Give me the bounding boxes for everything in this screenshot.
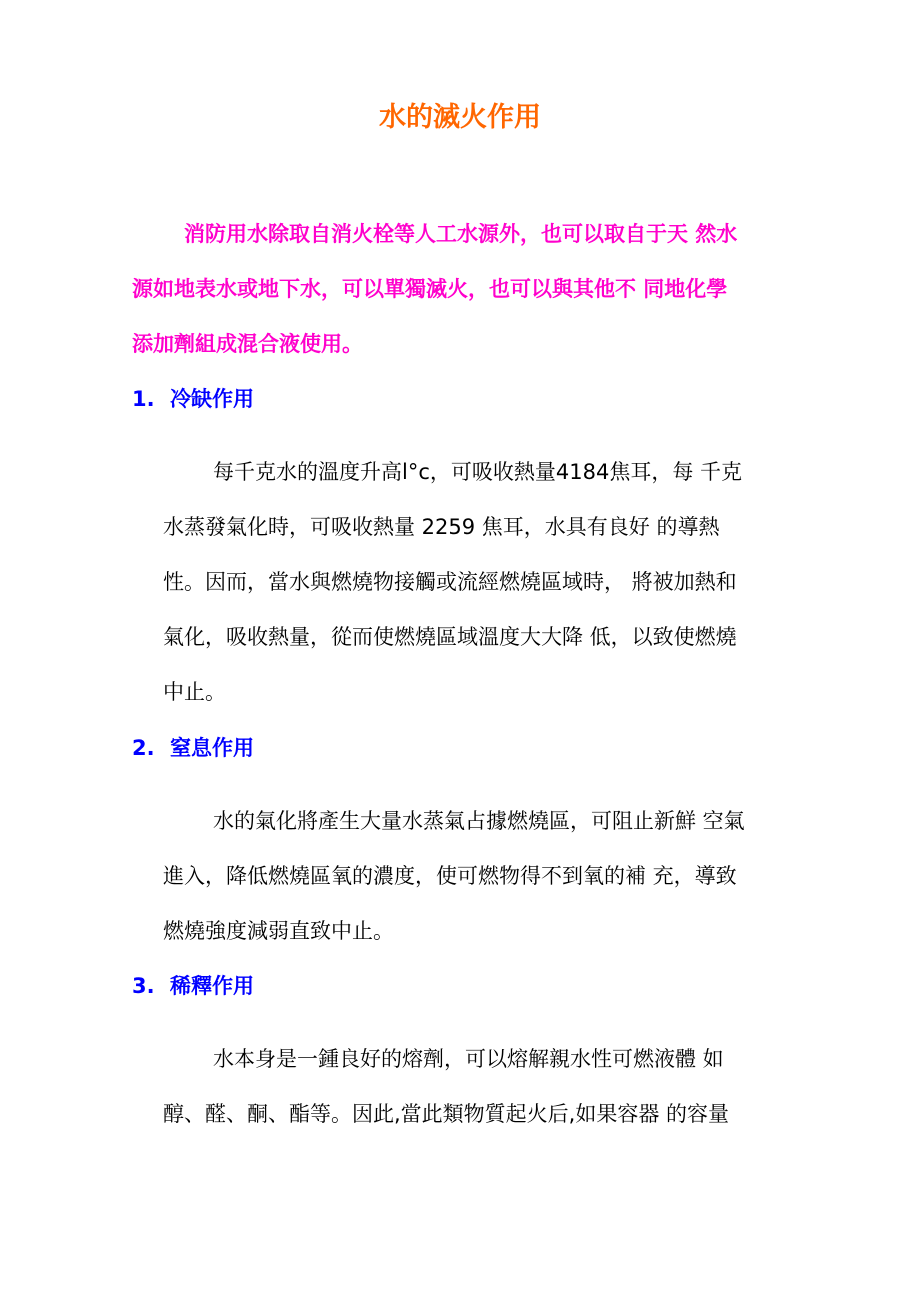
section-heading-dilution [132,971,254,1001]
paragraph-line: 醇、醛、酮、酯等。因此,當此類物質起火后,如果容器 的容量 [163,1102,730,1126]
section-number: 2. [132,736,155,760]
document-title: 水的滅火作用 [379,102,541,133]
section-number: 3. [132,974,155,998]
paragraph-line: 每千克水的溫度升高l°c，可吸收熱量4184焦耳，每 千克 [213,460,742,484]
paragraph-line: 水的氣化將產生大量水蒸氣占據燃燒區，可阻止新鮮 空氣 [213,809,745,833]
section-number: 1. [132,387,155,411]
intro-line: 源如地表水或地下水，可以單獨滅火，也可以與其他不 同地化學 [132,277,728,301]
section-title: 冷缺作用 [170,387,254,411]
section-heading-suffocation [132,733,254,763]
section-title: 窒息作用 [170,736,254,760]
paragraph-line: 燃燒強度減弱直致中止。 [163,919,394,943]
section-heading-cooling [132,384,254,414]
paragraph-line: 中止。 [163,680,226,704]
paragraph-line: 氣化，吸收熱量，從而使燃燒區域溫度大大降 低，以致使燃燒 [163,625,737,649]
paragraph-line: 水本身是一鍾良好的熔劑，可以熔解親水性可燃液體 如 [213,1047,724,1071]
paragraph-line: 進入，降低燃燒區氧的濃度，使可燃物得不到氧的補 充，導致 [163,864,737,888]
section-title: 稀釋作用 [170,974,254,998]
paragraph-line: 水蒸發氣化時，可吸收熱量 2259 焦耳，水具有良好 的導熱 [163,515,720,539]
intro-line: 消防用水除取自消火栓等人工水源外，也可以取自于天 然水 [184,222,738,246]
paragraph-line: 性。因而，當水與燃燒物接觸或流經燃燒區域時， 將被加熱和 [163,570,737,594]
intro-line: 添加劑組成混合液使用。 [132,332,363,356]
